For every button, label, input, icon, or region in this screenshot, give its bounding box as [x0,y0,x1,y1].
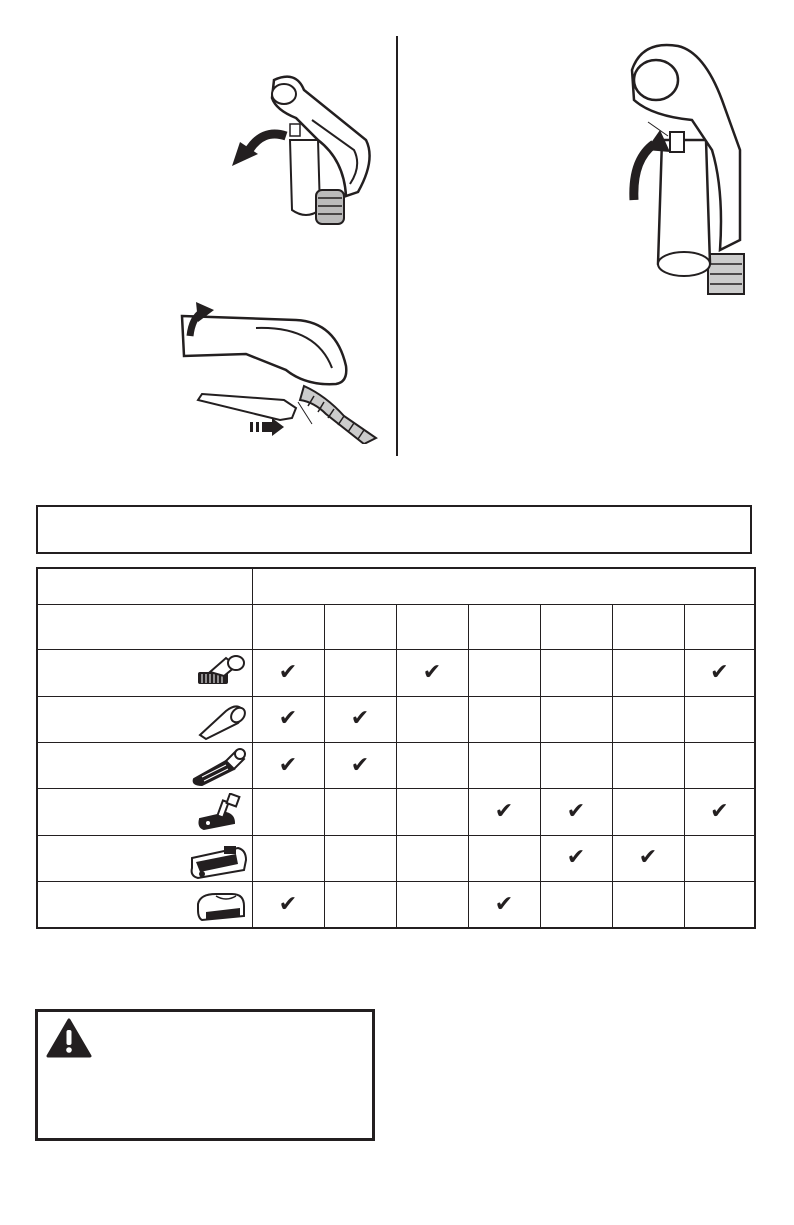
matrix-cell [468,835,540,881]
matrix-cell [324,882,396,928]
handle-accessory-attach-illustration [176,296,386,444]
matrix-cell [468,882,540,928]
crevice-tool-icon [196,701,248,741]
matrix-cell [684,789,755,835]
upholstery-tool-icon [196,886,248,926]
checkmark-icon: ✔ [566,845,586,871]
matrix-cell [540,789,612,835]
matrix-cell [468,696,540,742]
tool-cell [37,882,252,928]
header-cell-surfaces [252,568,755,604]
matrix-cell [252,742,324,788]
matrix-cell [684,835,755,881]
matrix-cell [540,882,612,928]
matrix-cell [540,835,612,881]
matrix-cell [324,789,396,835]
matrix-cell [612,835,684,881]
powered-floor-nozzle-icon [188,840,248,880]
checkmark-icon: ✔ [278,752,298,778]
header-cell-blank [37,604,252,649]
dusting-brush-icon [196,654,248,694]
table-row [37,882,755,928]
surface-column-2 [324,604,396,649]
matrix-cell [396,742,468,788]
pet-turbo-tool-icon [196,793,248,833]
hose-handle-crevice-tool-icon [176,296,386,444]
checkmark-icon: ✔ [494,891,514,917]
matrix-cell [324,835,396,881]
checkmark-icon: ✔ [566,798,586,824]
matrix-cell [324,742,396,788]
tool-cell [37,789,252,835]
table-row [37,789,755,835]
tool-cell [37,696,252,742]
long-crevice-tool-icon [190,747,248,787]
checkmark-icon: ✔ [278,891,298,917]
matrix-cell [684,650,755,696]
matrix-cell [396,835,468,881]
accessory-compatibility-table [36,567,756,929]
tool-cell [37,742,252,788]
header-cell-tool [37,568,252,604]
matrix-cell [468,742,540,788]
warning-triangle-icon [46,1018,92,1058]
matrix-cell [684,696,755,742]
checkmark-icon: ✔ [350,752,370,778]
section-header-box [36,505,752,554]
checkmark-icon: ✔ [710,659,729,685]
table-row [37,650,755,696]
matrix-cell [252,789,324,835]
checkmark-icon: ✔ [422,659,442,685]
handle-latch-close-illustration [612,40,752,296]
matrix-cell [612,742,684,788]
tool-cell [37,835,252,881]
surface-column-4 [468,604,540,649]
matrix-cell [612,789,684,835]
tool-cell [37,650,252,696]
table-row [37,742,755,788]
checkmark-icon: ✔ [710,798,729,824]
surface-column-3 [396,604,468,649]
table-header-row-1 [37,568,755,604]
matrix-cell [252,835,324,881]
matrix-cell [612,650,684,696]
surface-column-5 [540,604,612,649]
matrix-cell [612,882,684,928]
handle-wand-release-illustration [226,70,376,228]
surface-column-6 [612,604,684,649]
matrix-cell [252,882,324,928]
checkmark-icon: ✔ [278,706,298,732]
matrix-cell [396,650,468,696]
checkmark-icon: ✔ [350,706,370,732]
table-row [37,696,755,742]
warning-box [35,1009,375,1141]
checkmark-icon: ✔ [638,845,658,871]
matrix-cell [324,650,396,696]
matrix-cell [252,696,324,742]
matrix-cell [396,696,468,742]
table-row [37,835,755,881]
table-header-row-2 [37,604,755,649]
checkmark-icon: ✔ [494,798,514,824]
matrix-cell [396,789,468,835]
checkmark-icon: ✔ [278,659,298,685]
matrix-cell [612,696,684,742]
hose-handle-arrow-up-icon [612,40,752,296]
matrix-cell [252,650,324,696]
matrix-cell [540,650,612,696]
matrix-cell [684,742,755,788]
matrix-cell [540,696,612,742]
matrix-cell [684,882,755,928]
matrix-cell [324,696,396,742]
hose-handle-arrow-left-icon [226,70,376,228]
matrix-cell [396,882,468,928]
matrix-cell [468,650,540,696]
matrix-cell [468,789,540,835]
matrix-cell [540,742,612,788]
column-divider [396,36,398,456]
surface-column-7 [684,604,755,649]
surface-column-1 [252,604,324,649]
